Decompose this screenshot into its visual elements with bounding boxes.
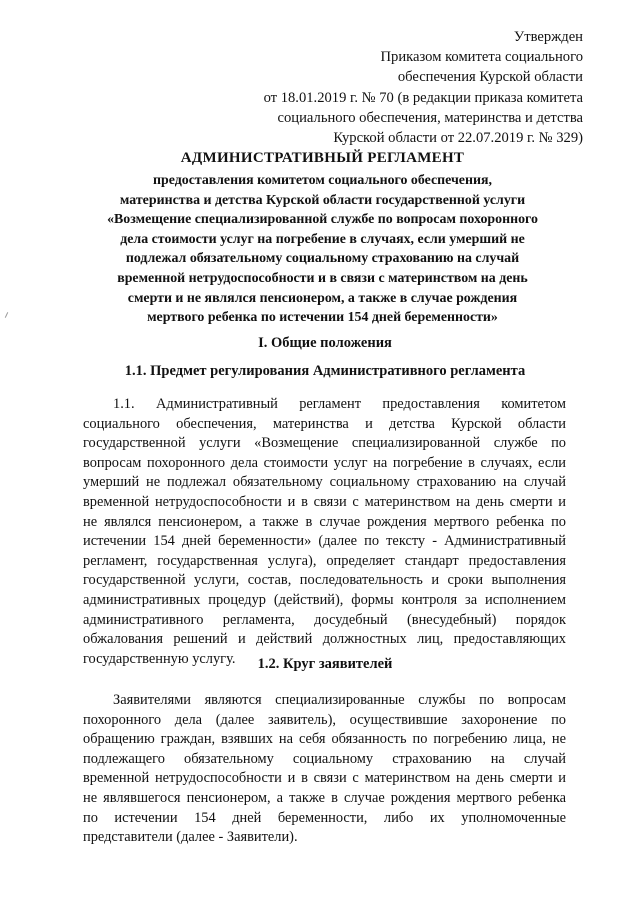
approval-line: Курской области от 22.07.2019 г. № 329): [333, 130, 583, 147]
margin-mark: [5, 312, 8, 318]
paragraph-1-2: [83, 691, 566, 848]
approval-line: от 18.01.2019 г. № 70 (в редакции приказа комитета: [263, 89, 583, 106]
text-line: обращению граждан, взявших на себя обязанность по погребению лица, не: [83, 731, 566, 748]
text-line: по истечении 154 дней беременности, либо их уполномоченные: [83, 809, 566, 826]
subsection-heading-1-1: 1.1. Предмет регулирования Административного регламента: [124, 363, 526, 379]
document-title: [70, 150, 575, 328]
text-line: административных процедур (действий), формы контроля за исполнением: [83, 591, 566, 608]
text-line: временной нетрудоспособности и в связи с материнством на день смерти и: [83, 493, 566, 510]
subtitle-line: временной нетрудоспособности и в связи с материнством на день: [117, 270, 528, 286]
subtitle-line: «Возмещение специализированной службе по вопросам похоронного: [107, 212, 538, 228]
text-line: государственную услугу.: [83, 650, 236, 667]
approval-stamp: [183, 27, 583, 148]
text-line: 1.1. Административный регламент предоставления комитетом: [113, 396, 566, 412]
text-line: подлежащего обязательному социальному страхованию на случай: [83, 750, 566, 767]
approval-line: социального обеспечения, материнства и детства: [277, 109, 583, 126]
text-line: умерший не подлежал обязательному социальному страхованию на случай: [83, 474, 566, 491]
approval-line: Утвержден: [513, 29, 583, 45]
text-line: временной нетрудоспособности и в связи с материнством на день смерти и: [83, 770, 566, 787]
approval-line: обеспечения Курской области: [397, 69, 583, 86]
text-line: административного регламента, досудебный (внесудебный) порядок: [83, 611, 566, 628]
text-line: представители (далее - Заявители).: [83, 829, 298, 846]
subtitle-line: предоставления комитетом социального обеспечения,: [153, 173, 492, 188]
subtitle-line: смерти и не являлся пенсионером, а также в случае рождения: [127, 290, 518, 306]
subtitle-line: мертвого ребенка по истечении 154 дней беременности»: [147, 310, 498, 326]
main-title: АДМИНИСТРАТИВНЫЙ РЕГЛАМЕНТ: [180, 150, 465, 166]
section-heading: I. Общие положения: [258, 335, 392, 351]
text-line: вопросам похоронного дела стоимости услуг на погребение в случаях, если: [83, 454, 566, 471]
text-line: не являвшегося пенсионером, а также в случае рождения мертвого ребенка: [83, 789, 566, 806]
text-line: обжалования решений и действий должностных лиц, предоставляющих: [83, 631, 566, 648]
approval-line: Приказом комитета социального: [380, 49, 583, 66]
text-line: истечении 154 дней беременности» (далее по тексту - Административный: [83, 533, 566, 550]
text-line: государственной услуги «Возмещение специализированной службе по: [83, 435, 566, 452]
subtitle-line: подлежал обязательному социальному страхованию на случай: [125, 251, 520, 267]
text-line: регламент, государственная услуга), определяет стандарт предоставления: [83, 552, 566, 569]
subtitle-line: материнства и детства Курской области государственной услуги: [119, 192, 526, 208]
text-line: не являлся пенсионером, а также в случае рождения мертвого ребенка по: [83, 513, 566, 530]
text-line: Заявителями являются специализированные службы по вопросам: [113, 692, 566, 708]
paragraph-1-1: [83, 395, 566, 669]
title-subtitle: [70, 171, 575, 328]
text-line: социального обеспечения, материнства и детства Курской области: [83, 415, 566, 432]
text-line: похоронного дела (далее заявитель), осуществившие захоронение по: [83, 711, 566, 728]
text-line: государственной услуги, состав, последовательность и сроки выполнения: [83, 572, 566, 589]
subsection-heading-1-2: 1.2. Круг заявителей: [257, 656, 393, 672]
subtitle-line: дела стоимости услуг на погребение в случаях, если умерший не: [120, 231, 525, 247]
